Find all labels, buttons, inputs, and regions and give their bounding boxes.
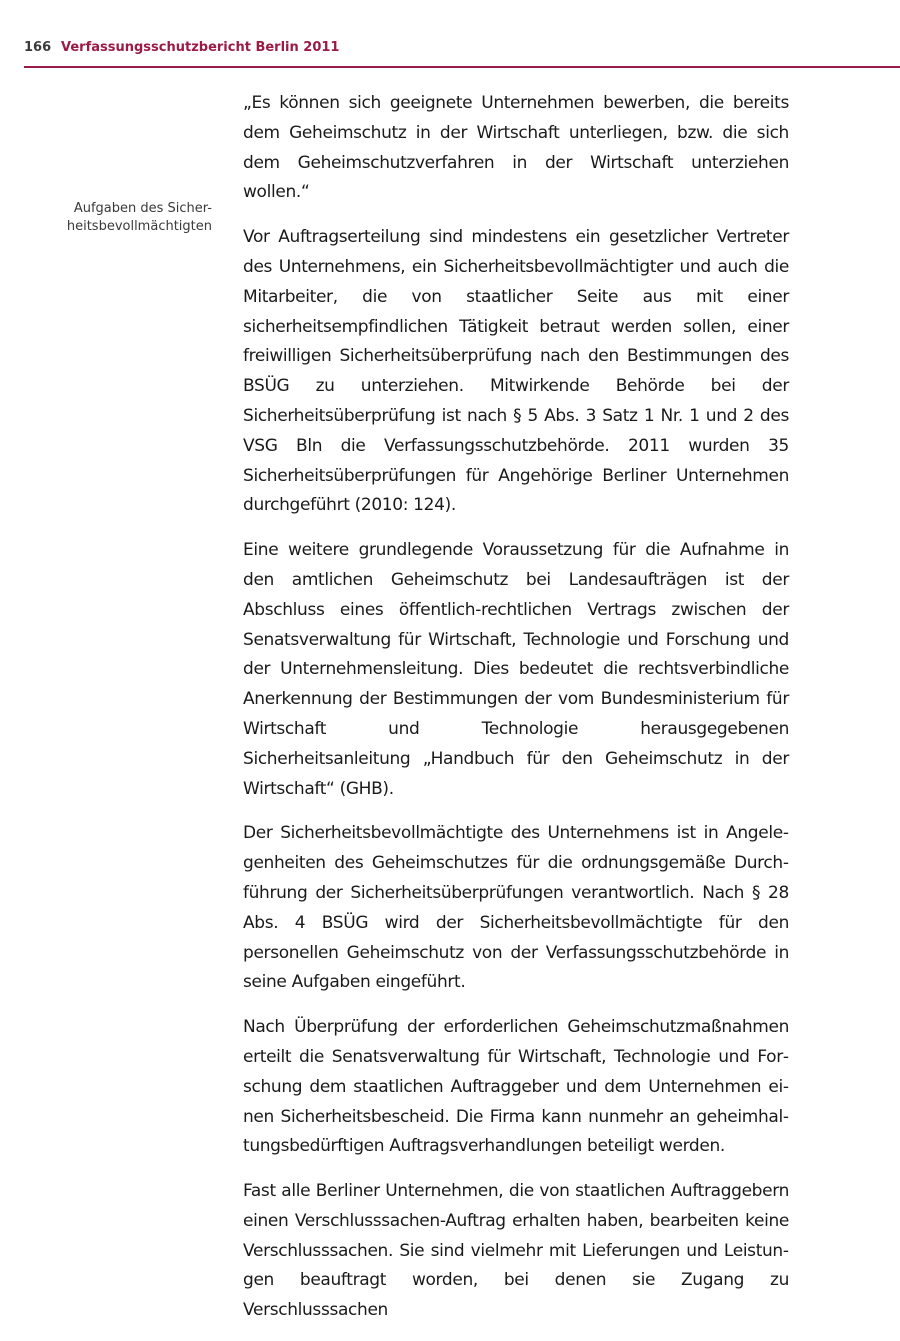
margin-note-line: Aufgaben des Sicher- (73, 201, 212, 216)
running-title: Verfassungsschutzbericht Berlin 2011 (61, 40, 340, 55)
paragraph: Nach Überprüfung der erforderlichen Geheimschutzmaßnahmen erteilt die Senatsverwaltung für Wirtschaft, Technologie und Forschung dem staatlichen Auftraggeber und dem Unternehmen einen Sicherheitsbescheid. Die Firma kann nunmehr an geheimhaltungsbedürftigen Auftragsverhandlungen beteiligt werden. (243, 1017, 789, 1157)
page-number: 166 (24, 40, 52, 55)
margin-note (32, 200, 212, 236)
margin-note-line: heitsbevollmächtigten (66, 219, 212, 234)
paragraph: Fast alle Berliner Unternehmen, die von staatlichen Auftraggebern einen Verschlusssachen-Auftrag erhalten haben, bearbeiten keine Verschlusssachen. Sie sind vielmehr mit Lieferungen und Leistungen beauftragt worden, bei denen sie Zugang zu Verschlusssachen (243, 1181, 789, 1321)
paragraph: Eine weitere grundlegende Voraussetzung für die Aufnahme in den amtlichen Geheimschutz bei Landesaufträgen ist der Abschluss eines öffentlich-rechtlichen Vertrags zwischen der Senatsverwaltung für Wirtschaft, Technologie und Forschung und der Unternehmensleitung. Dies bedeutet die rechtsverbindliche Anerkennung der Bestimmungen der vom Bundesministerium für Wirtschaft und Technologie herausgegebenen Sicherheitsanleitung „Handbuch für den Geheimschutz in der Wirtschaft“ (GHB). (243, 540, 789, 799)
paragraph: Vor Auftragserteilung sind mindestens ein gesetzlicher Vertreter des Unternehmens, ein Sicherheitsbevollmächtigter und auch die Mitarbeiter, die von staatlicher Seite aus mit einer sicherheitsempfindlichen Tätigkeit betraut werden sollen, einer freiwilligen Sicherheitsüberprüfung nach den Bestimmungen des BSÜG zu unterziehen. Mitwirkende Behörde bei der Sicherheitsüberprüfung ist nach § 5 Abs. 3 Satz 1 Nr. 1 und 2 des VSG Bln die Verfassungsschutzbehörde. 2011 wurden 35 Sicherheitsüberprüfungen für Angehörige Berliner Unternehmen durchgeführt (2010: 124). (243, 227, 789, 516)
page-header (24, 40, 900, 68)
paragraph-quote: „Es können sich geeignete Unternehmen bewerben, die bereits dem Geheimschutz in der Wirtschaft unterliegen, bzw. die sich dem Geheimschutzverfahren in der Wirtschaft unterziehen wollen.“ (243, 93, 789, 203)
paragraph: Der Sicherheitsbevollmächtigte des Unternehmens ist in Angelegenheiten des Geheimschutzes für die ordnungsgemäße Durchführung der Sicherheitsüberprüfungen verantwortlich. Nach § 28 Abs. 4 BSÜG wird der Sicherheitsbevollmächtigte für den personellen Geheimschutz von der Verfassungsschutzbehörde in seine Aufgaben eingeführt. (243, 823, 789, 993)
body-text (243, 89, 789, 1341)
